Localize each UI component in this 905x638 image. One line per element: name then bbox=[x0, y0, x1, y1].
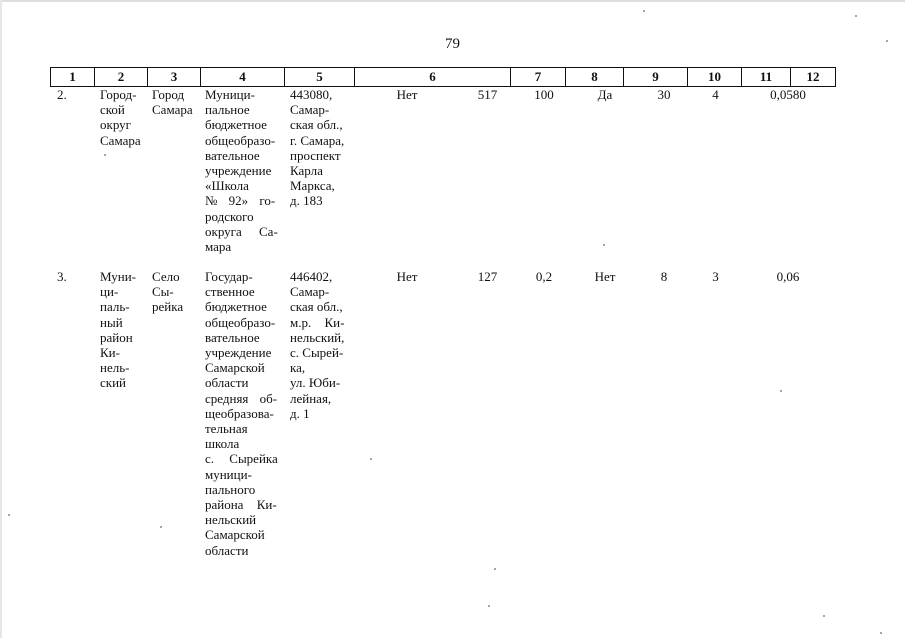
row-1-municipality bbox=[100, 87, 145, 148]
row-2-col-11: 3 bbox=[712, 269, 719, 284]
scan-speck bbox=[603, 244, 605, 246]
row-1-institution-line: № 92» го- bbox=[205, 193, 276, 209]
row-2-institution-line: ственное bbox=[205, 284, 255, 300]
row-1-col-7: 517 bbox=[477, 87, 498, 102]
row-1-address-line: проспект bbox=[290, 147, 341, 163]
row-1-municipality-line: Самара bbox=[100, 132, 141, 148]
row-2-municipality-line: паль- bbox=[100, 299, 130, 315]
row-1-col-8: 100 bbox=[534, 87, 554, 102]
row-2-institution-line: с. Сырейка bbox=[205, 451, 278, 467]
row-1-col-6: Нет bbox=[396, 87, 418, 102]
scan-speck bbox=[823, 615, 825, 617]
row-1-institution-line: мара bbox=[205, 239, 232, 255]
scan-speck bbox=[780, 390, 782, 392]
row-2-col-8: 0,2 bbox=[535, 269, 553, 284]
row-1-address-line: Самар- bbox=[290, 102, 330, 118]
row-2-address-line: с. Сырей- bbox=[290, 345, 344, 361]
row-1-municipality-line: округ bbox=[100, 117, 131, 133]
row-1-institution-line: родского bbox=[205, 208, 254, 224]
row-1-institution-line: учреждение bbox=[205, 163, 272, 179]
row-1-institution-line: пальное bbox=[205, 102, 250, 118]
header-col-6: 6 bbox=[355, 68, 511, 86]
scan-speck bbox=[494, 568, 496, 570]
row-2-address-line: Самар- bbox=[290, 284, 330, 300]
row-2-address-line: лейная, bbox=[290, 390, 332, 406]
row-2-institution-line: муници- bbox=[205, 466, 252, 482]
row-1-institution bbox=[205, 87, 280, 254]
row-2-municipality-line: ский bbox=[100, 375, 126, 391]
row-1-number bbox=[57, 87, 67, 102]
row-2-address-line: нельский, bbox=[290, 329, 345, 345]
row-1-settlement-line: Город bbox=[152, 87, 185, 102]
scan-speck bbox=[104, 154, 106, 156]
header-col-9: 9 bbox=[624, 68, 688, 86]
scan-left-edge bbox=[0, 0, 2, 638]
row-2-institution-line: средняя об- bbox=[205, 390, 278, 406]
row-1-institution-line: округа Са- bbox=[205, 223, 278, 239]
row-1-address-line: г. Самара, bbox=[290, 132, 345, 148]
row-2-municipality-line: Ки- bbox=[100, 345, 120, 361]
table-header-row bbox=[50, 67, 836, 87]
scan-speck bbox=[855, 15, 857, 17]
scan-top-edge bbox=[0, 0, 905, 2]
row-1-institution-line: Муници- bbox=[205, 87, 255, 102]
scan-speck bbox=[880, 632, 882, 634]
row-2-col-6: Нет bbox=[396, 269, 418, 284]
row-1-institution-line: бюджетное bbox=[205, 117, 267, 133]
row-2-address-line: м.р. Ки- bbox=[290, 314, 345, 330]
scan-speck bbox=[8, 514, 10, 516]
row-2-institution-line: Государ- bbox=[205, 269, 253, 284]
row-1-institution-line: общеобразо- bbox=[205, 132, 276, 148]
row-2-institution-line: тельная bbox=[205, 421, 248, 437]
header-col-5: 5 bbox=[285, 68, 355, 86]
row-2-settlement-line: Село bbox=[152, 269, 180, 284]
row-2-municipality-line: ци- bbox=[100, 284, 119, 300]
row-2-institution bbox=[205, 269, 280, 558]
row-2-col-9: Нет bbox=[594, 269, 616, 284]
row-2-number-text: 3. bbox=[57, 269, 67, 284]
row-1-institution-line: вательное bbox=[205, 147, 260, 163]
row-2-municipality-line: нель- bbox=[100, 360, 130, 376]
row-1-settlement bbox=[152, 87, 198, 117]
header-col-10: 10 bbox=[688, 68, 742, 86]
header-col-12: 12 bbox=[806, 69, 820, 84]
header-col-1: 1 bbox=[51, 68, 95, 86]
header-col-8: 8 bbox=[566, 68, 624, 86]
row-2-institution-line: вательное bbox=[205, 329, 260, 345]
header-col-7: 7 bbox=[511, 68, 566, 86]
row-2-municipality bbox=[100, 269, 145, 391]
row-2-col-12: 0,06 bbox=[776, 269, 800, 284]
row-1-institution-line: «Школа bbox=[205, 178, 249, 194]
scan-speck bbox=[643, 10, 645, 12]
row-2-address-line: ка, bbox=[290, 360, 306, 376]
header-col-3: 3 bbox=[148, 68, 201, 86]
row-2-institution-line: Самарской bbox=[205, 527, 265, 543]
scan-speck bbox=[160, 526, 162, 528]
row-1-address-line: ская обл., bbox=[290, 117, 343, 133]
row-2-address-line: ул. Юби- bbox=[290, 375, 341, 391]
row-2-number bbox=[57, 269, 67, 284]
row-2-municipality-line: Муни- bbox=[100, 269, 136, 284]
row-2-address-line: д. 1 bbox=[290, 405, 310, 421]
row-2-col-10: 8 bbox=[660, 269, 668, 284]
row-2-institution-line: бюджетное bbox=[205, 299, 267, 315]
row-2-institution-line: щеобразова- bbox=[205, 405, 274, 421]
row-2-settlement-line: рейка bbox=[152, 299, 184, 315]
header-col-4: 4 bbox=[201, 68, 285, 86]
row-2-municipality-line: район bbox=[100, 329, 133, 345]
row-1-municipality-line: ской bbox=[100, 102, 125, 118]
row-1-municipality-line: Город- bbox=[100, 87, 137, 102]
row-1-col-12: 0,0580 bbox=[770, 87, 806, 102]
row-2-col-7: 127 bbox=[477, 269, 498, 284]
header-col-2: 2 bbox=[95, 68, 148, 86]
row-2-institution-line: пального bbox=[205, 481, 256, 497]
row-2-institution-line: школа bbox=[205, 436, 240, 452]
row-1-col-10: 30 bbox=[657, 87, 671, 102]
row-1-number-text: 2. bbox=[57, 87, 67, 102]
row-2-institution-line: области bbox=[205, 542, 249, 558]
row-1-settlement-line: Самара bbox=[152, 102, 193, 118]
row-2-institution-line: учреждение bbox=[205, 345, 272, 361]
scan-speck bbox=[886, 40, 888, 42]
row-2-institution-line: Самарской bbox=[205, 360, 265, 376]
row-2-address-line: 446402, bbox=[290, 269, 333, 284]
row-2-address-line: ская обл., bbox=[290, 299, 343, 315]
row-2-municipality-line: ный bbox=[100, 314, 123, 330]
row-1-col-11: 4 bbox=[712, 87, 719, 102]
row-1-address-line: 443080, bbox=[290, 87, 333, 102]
row-2-institution-line: области bbox=[205, 375, 249, 391]
row-1-address-line: Маркса, bbox=[290, 178, 335, 194]
row-2-settlement bbox=[152, 269, 198, 315]
scan-speck bbox=[488, 605, 490, 607]
page-number: 79 bbox=[445, 36, 460, 52]
row-2-institution-line: района Ки- bbox=[205, 497, 277, 513]
row-2-address bbox=[290, 269, 354, 421]
row-1-address-line: Карла bbox=[290, 163, 323, 179]
row-2-institution-line: общеобразо- bbox=[205, 314, 276, 330]
row-1-col-9: Да bbox=[597, 87, 613, 102]
row-1-address bbox=[290, 87, 354, 209]
row-2-settlement-line: Сы- bbox=[152, 284, 174, 300]
header-col-11: 11 bbox=[742, 68, 791, 86]
row-1-address-line: д. 183 bbox=[290, 193, 323, 209]
row-2-institution-line: нельский bbox=[205, 512, 257, 528]
scan-speck bbox=[370, 458, 372, 460]
